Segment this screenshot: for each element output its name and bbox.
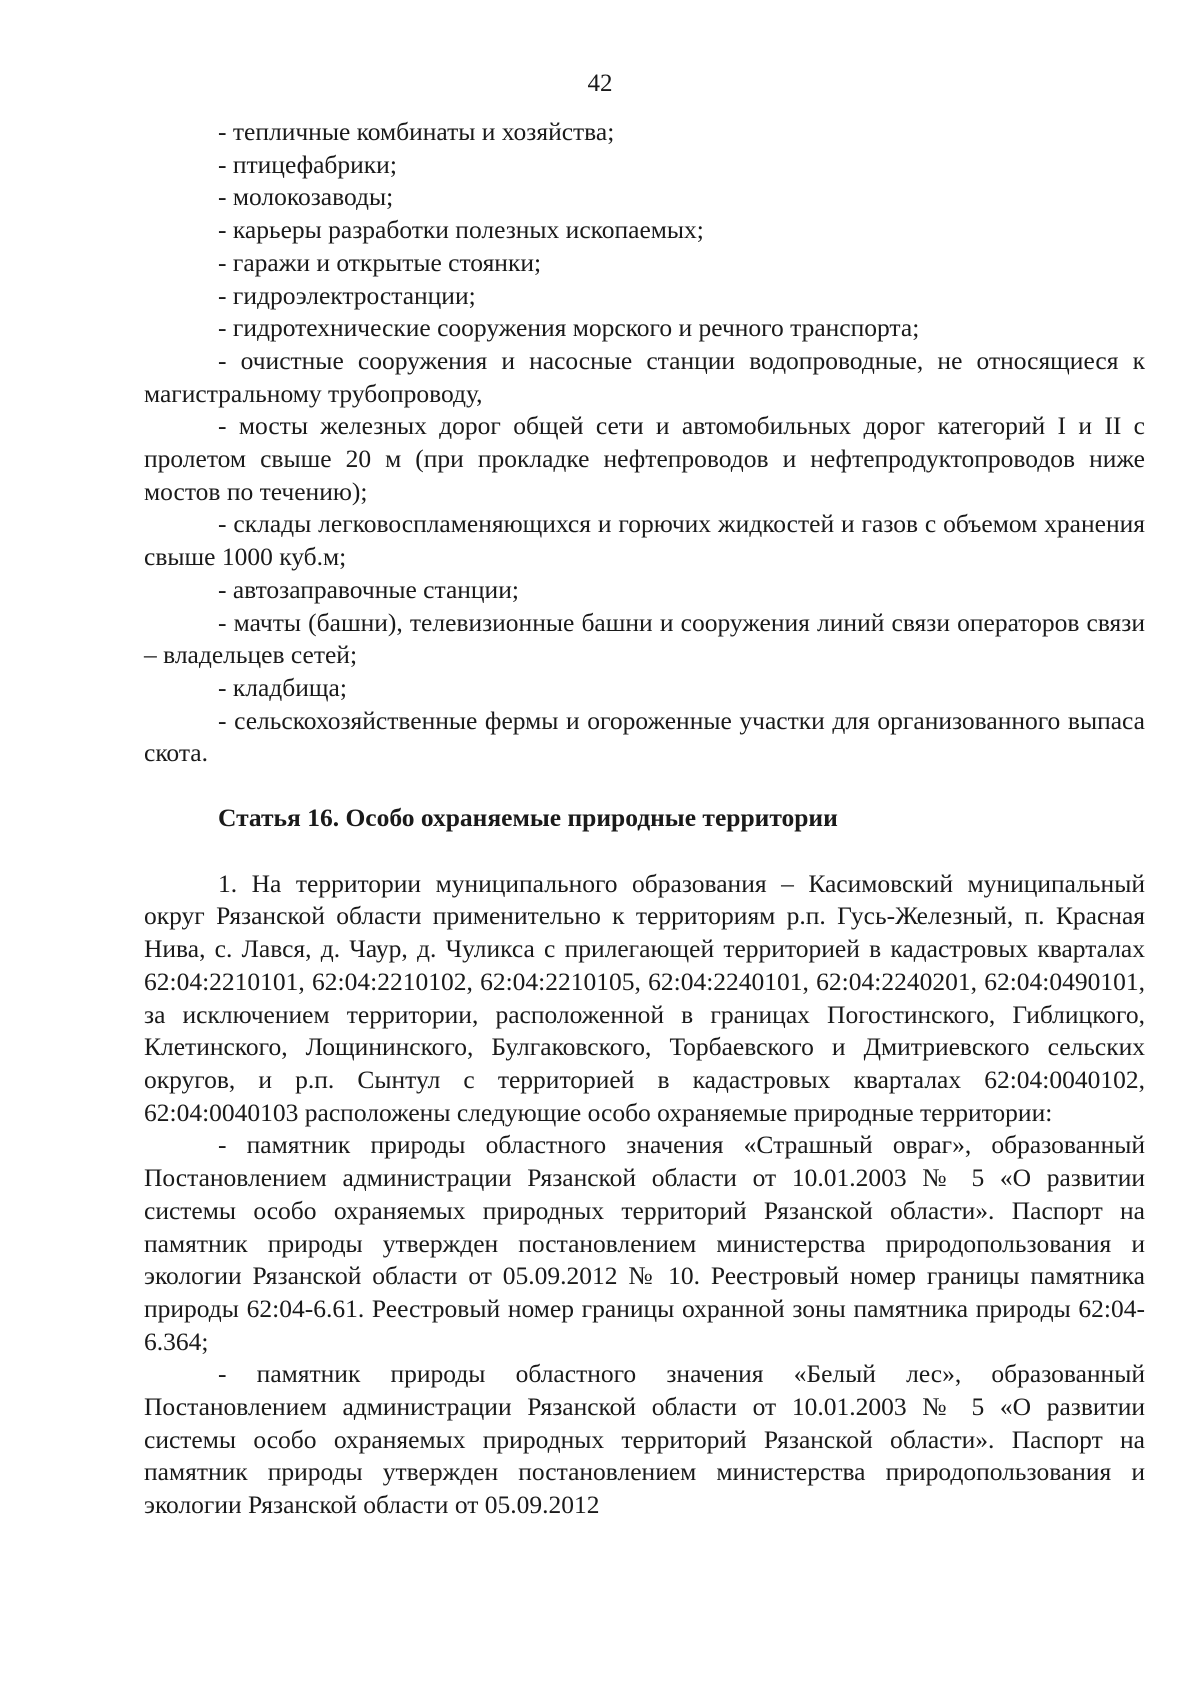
list-item: - очистные сооружения и насосные станции водопроводные, не относящиеся к магистральному трубопроводу, [144,345,1145,408]
list-item: - мосты железных дорог общей сети и автомобильных дорог категорий I и II с пролетом свыше 20 м (при прокладке нефтепроводов и нефтепродуктопроводов ниже мостов по течению); [144,411,1145,506]
list-item: - гаражи и открытые стоянки; [218,247,542,277]
list-item: - молокозаводы; [218,182,394,212]
article-title: Статья 16. Особо охраняемые природные территории [218,803,838,833]
article-paragraph: - памятник природы областного значения «Белый лес», образованный Постановлением администрации Рязанской области от 10.01.2003 № 5 «О развитии системы особо охраняемых природных территорий Рязанской области». Паспорт на памятник природы утвержден постановлением министерства природопользования и экологии Рязанской области от 05.09.2012 [144,1359,1145,1520]
list-item: - карьеры разработки полезных ископаемых; [218,215,704,245]
list-item: - птицефабрики; [218,149,397,179]
list-item: - тепличные комбинаты и хозяйства; [218,117,615,146]
article-paragraph: 1. На территории муниципального образования – Касимовский муниципальный округ Рязанской области применительно к территориям р.п. Гусь-Железный, п. Красная Нива, с. Лався, д. Чаур, д. Чуликса с прилегающей территорией в кадастровых кварталах 62:04:2210101, 62:04:2210102, 62:04:2210105, 62:04:2240101, 62:04:2240201, 62:04:0490101, за исключением территории, расположенной в границах Погостинского, Гиблицкого, Клетинского, Лощининского, Булгаковского, Торбаевского и Дмитриевского сельских округов, и р.п. Сынтул с территорией в кадастровых кварталах 62:04:0040102, 62:04:0040103 расположены следующие особо охраняемые природные территории: [144,868,1145,1127]
page-content [144,116,1145,1522]
list-item: - гидроэлектростанции; [218,280,476,310]
list-item: - сельскохозяйственные фермы и огороженные участки для организованного выпаса скота. [144,705,1145,768]
list-item: - автозаправочные станции; [218,574,519,604]
article-paragraph: - памятник природы областного значения «Страшный овраг», образованный Постановлением администрации Рязанской области от 10.01.2003 № 5 «О развитии системы особо охраняемых природных территорий Рязанской области». Паспорт на памятник природы утвержден постановлением министерства природопользования и экологии Рязанской области от 05.09.2012 № 10. Реестровый номер границы памятника природы 62:04-6.61. Реестровый номер границы охранной зоны памятника природы 62:04-6.364; [144,1130,1145,1356]
list-item: - гидротехнические сооружения морского и речного транспорта; [218,313,920,343]
list-item: - кладбища; [218,672,347,702]
list-item: - склады легковоспламеняющихся и горючих жидкостей и газов с объемом хранения свыше 1000 куб.м; [144,509,1145,572]
page-number: 42 [587,70,613,97]
list-item: - мачты (башни), телевизионные башни и сооружения линий связи операторов связи – владельцев сетей; [144,607,1145,670]
